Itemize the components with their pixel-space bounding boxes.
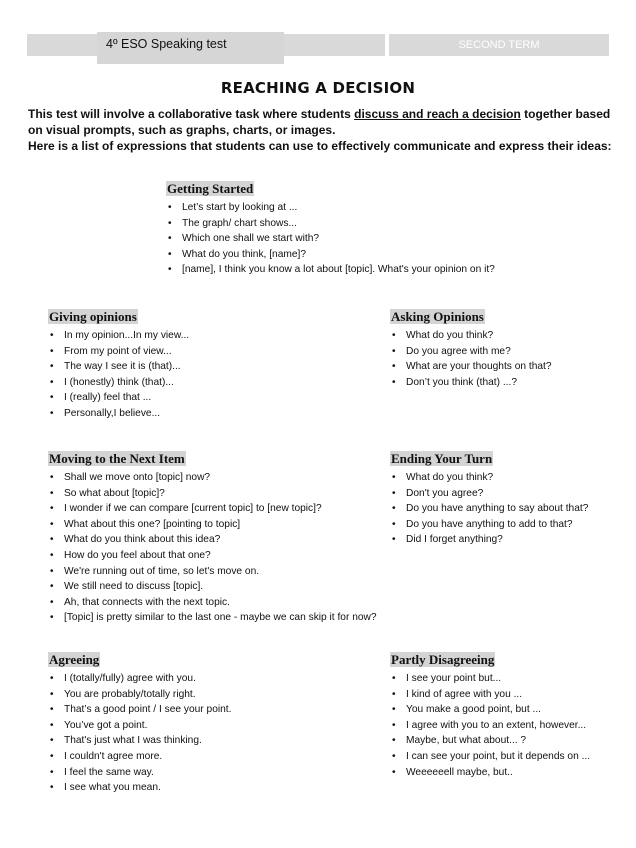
- intro-line-1: [28, 106, 618, 138]
- section-getting-started: [166, 180, 495, 278]
- list-item: • Ah, that connects with the next topic.: [48, 595, 378, 611]
- list-item: • I feel the same way.: [48, 765, 368, 781]
- list-item: • I kind of agree with you ...: [390, 687, 630, 703]
- header-test-label: 4º ESO Speaking test: [97, 32, 284, 64]
- list-item: • The way I see it is (that)...: [48, 359, 368, 375]
- list-item: • How do you feel about that one?: [48, 548, 378, 564]
- list-item: • Personally,I believe...: [48, 406, 368, 422]
- list-item: • Which one shall we start with?: [166, 231, 495, 247]
- list-item: • Do you have anything to say about that?: [390, 501, 630, 517]
- list-item: • We still need to discuss [topic].: [48, 579, 378, 595]
- list-item: • I (honestly) think (that)...: [48, 375, 368, 391]
- list-item: • What do you think about this idea?: [48, 532, 378, 548]
- intro-paragraph: [28, 106, 618, 154]
- section-asking-opinions: [390, 308, 626, 390]
- section-agreeing: [48, 651, 368, 796]
- list-item: • Don't you agree?: [390, 486, 630, 502]
- list-item: • What do you think?: [390, 470, 630, 486]
- list-item: • From my point of view...: [48, 344, 368, 360]
- list-item: • [Topic] is pretty similar to the last one - maybe we can skip it for now?: [48, 610, 378, 626]
- list-item: • Do you agree with me?: [390, 344, 626, 360]
- list-item: • I see what you mean.: [48, 780, 368, 796]
- expression-list: [166, 200, 495, 278]
- section-title: Asking Opinions: [391, 309, 484, 324]
- list-item: • I couldn't agree more.: [48, 749, 368, 765]
- expression-list: [390, 328, 626, 390]
- list-item: • In my opinion...In my view...: [48, 328, 368, 344]
- list-item: • We're running out of time, so let's move on.: [48, 564, 378, 580]
- intro-text-after: together based on visual prompts, such as graphs, charts, or images.: [28, 107, 611, 137]
- list-item: • I (totally/fully) agree with you.: [48, 671, 368, 687]
- section-title: Getting Started: [167, 181, 254, 196]
- list-item: • I wonder if we can compare [current topic] to [new topic]?: [48, 501, 378, 517]
- section-title: Giving opinions: [49, 309, 137, 324]
- list-item: • Maybe, but what about... ?: [390, 733, 630, 749]
- expression-list: [48, 328, 368, 422]
- intro-text-before: This test will involve a collaborative task where students: [28, 107, 355, 121]
- section-giving-opinions: [48, 308, 368, 422]
- header-term-label: SECOND TERM: [458, 39, 540, 51]
- page-title: REACHING A DECISION: [220, 79, 416, 97]
- section-moving-next-item: [48, 450, 378, 626]
- list-item: • I can see your point, but it depends on ...: [390, 749, 630, 765]
- list-item: • What do you think?: [390, 328, 626, 344]
- section-partly-disagreeing: [390, 651, 630, 780]
- section-title: Partly Disagreeing: [391, 652, 495, 667]
- section-title: Agreeing: [49, 652, 100, 667]
- list-item: • Do you have anything to add to that?: [390, 517, 630, 533]
- list-item: • The graph/ chart shows...: [166, 216, 495, 232]
- list-item: • I (really) feel that ...: [48, 390, 368, 406]
- list-item: • I see your point but...: [390, 671, 630, 687]
- list-item: • So what about [topic]?: [48, 486, 378, 502]
- list-item: • You’ve got a point.: [48, 718, 368, 734]
- section-ending-turn: [390, 450, 630, 548]
- list-item: • What about this one? [pointing to topic]: [48, 517, 378, 533]
- intro-underlined-text: discuss and reach a decision: [354, 107, 521, 121]
- list-item: • I agree with you to an extent, however...: [390, 718, 630, 734]
- list-item: • [name], I think you know a lot about [topic]. What's your opinion on it?: [166, 262, 495, 278]
- expression-list: [390, 470, 630, 548]
- expression-list: [48, 671, 368, 796]
- list-item: • What are your thoughts on that?: [390, 359, 626, 375]
- list-item: • Did I forget anything?: [390, 532, 630, 548]
- list-item: • You make a good point, but ...: [390, 702, 630, 718]
- list-item: • You are probably/totally right.: [48, 687, 368, 703]
- intro-line-2: Here is a list of expressions that students can use to effectively communicate and express their ideas:: [28, 139, 612, 153]
- list-item: • What do you think, [name]?: [166, 247, 495, 263]
- section-title: Ending Your Turn: [391, 451, 493, 466]
- list-item: • Weeeeeell maybe, but..: [390, 765, 630, 781]
- list-item: • Let’s start by looking at ...: [166, 200, 495, 216]
- list-item: • Don’t you think (that) ...?: [390, 375, 626, 391]
- list-item: • Shall we move onto [topic] now?: [48, 470, 378, 486]
- list-item: • That's just what I was thinking.: [48, 733, 368, 749]
- list-item: • That’s a good point / I see your point.: [48, 702, 368, 718]
- expression-list: [48, 470, 378, 626]
- section-title: Moving to the Next Item: [49, 451, 185, 466]
- expression-list: [390, 671, 630, 780]
